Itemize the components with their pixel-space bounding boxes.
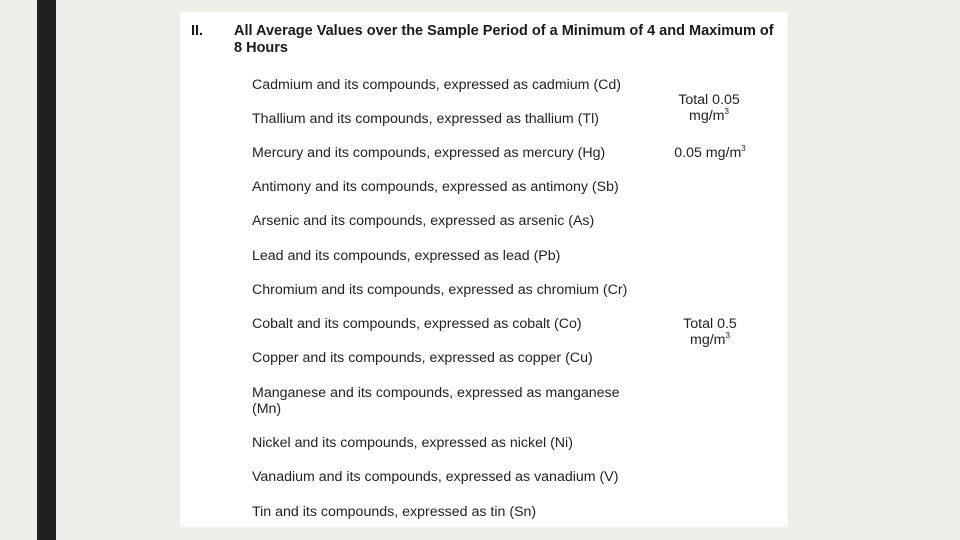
accent-bar <box>37 0 56 540</box>
limit-hg-exponent: 3 <box>741 144 746 153</box>
limit-others-unit-line <box>665 332 755 348</box>
limit-others <box>665 316 755 348</box>
document-page <box>180 12 788 527</box>
substance-item: Vanadium and its compounds, expressed as vanadium (V) <box>252 469 619 485</box>
section-number: II. <box>191 23 204 39</box>
limit-others-unit: mg/m <box>690 332 726 348</box>
limit-hg-value: 0.05 mg/m <box>674 145 742 161</box>
section-heading: All Average Values over the Sample Period of a Minimum of 4 and Maximum of 8 Hours <box>234 23 774 56</box>
substance-item: Antimony and its compounds, expressed as antimony (Sb) <box>252 179 619 195</box>
substance-item: Lead and its compounds, expressed as lead (Pb) <box>252 248 561 264</box>
limit-others-exponent: 3 <box>725 331 730 340</box>
limit-hg <box>660 145 760 161</box>
substance-item: Chromium and its compounds, expressed as chromium (Cr) <box>252 282 628 298</box>
substance-item: Nickel and its compounds, expressed as nickel (Ni) <box>252 435 573 451</box>
substance-item: Arsenic and its compounds, expressed as arsenic (As) <box>252 213 595 229</box>
limit-cd-tl-unit: mg/m <box>689 108 725 124</box>
substance-item: Tin and its compounds, expressed as tin (Sn) <box>252 504 537 520</box>
substance-item: Copper and its compounds, expressed as copper (Cu) <box>252 350 593 366</box>
substance-item: Cobalt and its compounds, expressed as cobalt (Co) <box>252 316 582 332</box>
substance-item: Manganese and its compounds, expressed as manganese (Mn) <box>252 385 620 417</box>
substance-item: Mercury and its compounds, expressed as mercury (Hg) <box>252 145 606 161</box>
limit-cd-tl-exponent: 3 <box>724 107 729 116</box>
limit-cd-tl-label: Total 0.05 <box>678 92 740 108</box>
limit-cd-tl-unit-line <box>664 108 754 124</box>
substance-item: Cadmium and its compounds, expressed as cadmium (Cd) <box>252 77 622 93</box>
limit-others-label: Total 0.5 <box>683 316 737 332</box>
limit-cd-tl <box>664 92 754 124</box>
substance-item: Thallium and its compounds, expressed as thallium (Tl) <box>252 111 599 127</box>
